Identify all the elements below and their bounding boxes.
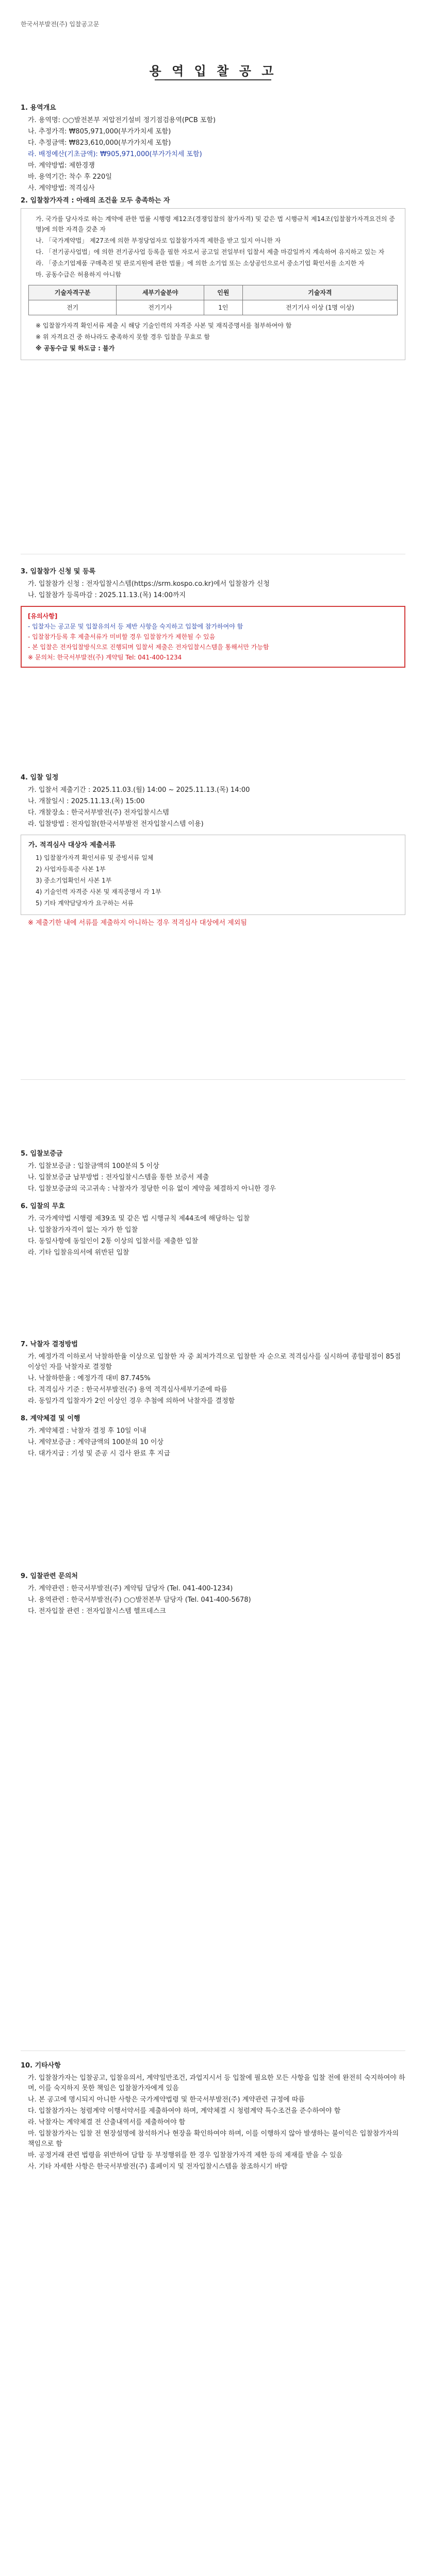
section-item: 다. 전자입찰 관련 : 전자입찰시스템 헬프데스크 [28,1607,166,1615]
section-item-highlight: 라. 배정예산(기초금액): ₩905,971,000(부가가치세 포함) [28,150,202,158]
section-item: 마. 공동수급은 허용하지 아니함 [36,271,121,278]
section-heading: 2. 입찰참가자격 : 아래의 조건을 모두 충족하는 자 [21,197,170,205]
section-heading: 4. 입찰 일정 [21,774,59,782]
section-item: 나. 입찰보증금 납부방법 : 전자입찰시스템을 통한 보증서 제출 [28,1174,209,1181]
section-item: 바. 용역기간: 착수 후 220일 [28,173,112,181]
section-item: 다. 개찰장소 : 한국서부발전(주) 전자입찰시스템 [28,809,169,817]
section-item: 마. 입찰참가자는 입찰 전 현장설명에 참석하거나 현장을 확인하여야 하며, 이를 이행하지 않아 발생하는 불이익은 입찰참가자의 책임으로 함 [28,2130,399,2148]
section-item: 가. 국가를 당사자로 하는 계약에 관한 법률 시행령 제12조(경쟁입찰의 참가자격) 및 같은 법 시행규칙 제14조(입찰참가자격요건의 증명)에 의한 자격을 갖춘 자 [36,215,395,233]
section-1 [21,103,405,195]
section-item: 나. 입찰참가 등록마감 : 2025.11.13.(목) 14:00까지 [28,591,186,599]
table-header: 인원 [204,285,243,300]
notice-line: ※ 문의처: 한국서부발전(주) 계약팀 Tel: 041-400-1234 [28,654,182,661]
section-item: 라. 기타 입찰유의서에 위반된 입찰 [28,1249,129,1257]
section-item: 다. 대가지급 : 기성 및 준공 시 검사 완료 후 지급 [28,1450,170,1458]
table-row [29,300,398,315]
section-note: ※ 공동수급 및 하도급 : 불가 [36,345,115,352]
section-item: 가. 입찰서 제출기간 : 2025.11.03.(월) 14:00 ~ 2025.11.13.(목) 14:00 [28,786,250,794]
section-heading: 7. 낙찰자 결정방법 [21,1341,78,1348]
section-item: 나. 개찰일시 : 2025.11.13.(목) 15:00 [28,798,145,805]
section-8 [21,2061,405,2173]
qualification-box [21,208,405,360]
section-4 [21,773,405,929]
section-item: 1) 입찰참가자격 확인서류 및 증빙서류 일체 [36,854,154,861]
section-item: 라. 동일가격 입찰자가 2인 이상인 경우 추첨에 의하여 낙찰자를 결정함 [28,1397,235,1405]
section-heading: 5. 입찰보증금 [21,1150,63,1158]
section-item: 나. 본 공고에 명시되지 아니한 사항은 국가계약법령 및 한국서부발전(주) 계약관련 규정에 따름 [28,2096,305,2104]
notice-line: - 본 입찰은 전자입찰방식으로 진행되며 입찰서 제출은 전자입찰시스템을 통해서만 가능함 [28,643,269,651]
document-list-box [21,835,405,915]
notice-line: - 입찰자는 공고문 및 입찰유의서 등 제반 사항을 숙지하고 입찰에 참가하여야 함 [28,623,243,630]
section-5 [21,1149,405,1259]
section-item: 가. 입찰참가 신청 : 전자입찰시스템(https://srm.kospo.co.kr)에서 입찰참가 신청 [28,580,270,588]
section-item: 다. 추정금액: ₩823,610,000(부가가치세 포함) [28,139,171,147]
page-title: 용 역 입 찰 공 고 [149,64,277,78]
table-cell: 1인 [204,300,243,315]
section-item: 가. 입찰보증금 : 입찰금액의 100분의 5 이상 [28,1162,159,1170]
section-item: 다. 입찰참가자는 청렴계약 이행서약서를 제출하여야 하며, 계약체결 시 청렴계약 특수조건을 준수하여야 함 [28,2107,341,2115]
section-item: 나. 낙찰하한율 : 예정가격 대비 87.745% [28,1375,151,1382]
section-item: 나. 계약보증금 : 계약금액의 100분의 10 이상 [28,1438,164,1446]
title-underline [155,79,271,80]
section-heading: 1. 용역개요 [21,104,56,112]
section-heading: 8. 계약체결 및 이행 [21,1415,80,1422]
section-note: ※ 입찰참가자격 확인서류 제출 시 해당 기술인력의 자격증 사본 및 재직증명서를 첨부하여야 함 [36,322,292,329]
section-item: 다. 동일사항에 동일인이 2통 이상의 입찰서를 제출한 입찰 [28,1238,199,1245]
divider [21,2050,405,2051]
divider [21,1079,405,1080]
section-note: ※ 위 자격요건 중 하나라도 충족하지 못할 경우 입찰을 무효로 함 [36,333,210,341]
section-item: 나. 입찰참가자격이 없는 자가 한 입찰 [28,1226,138,1234]
notice-title: [유의사항] [28,613,58,620]
section-heading: 6. 입찰의 무효 [21,1202,65,1210]
table-header: 기술자격구분 [29,285,117,300]
qualification-table [28,285,398,315]
section-item: 가. 계약체결 : 낙찰자 결정 후 10일 이내 [28,1427,146,1435]
table-cell: 전기기사 [117,300,204,315]
section-item: 라. 낙찰자는 계약체결 전 산출내역서를 제출하여야 함 [28,2119,186,2126]
section-6 [21,1340,405,1460]
section-item: 5) 기타 계약담당자가 요구하는 서류 [36,900,134,907]
table-cell: 전기기사 이상 (1명 이상) [242,300,397,315]
section-item: 4) 기술인력 자격증 사본 및 재직증명서 각 1부 [36,888,161,895]
subsection-heading: 가. 적격심사 대상자 제출서류 [28,841,116,849]
section-item: 가. 국가계약법 시행령 제39조 및 같은 법 시행규칙 제44조에 해당하는 입찰 [28,1215,250,1223]
section-2 [21,196,405,360]
section-item: 라. 「중소기업제품 구매촉진 및 판로지원에 관한 법률」에 의한 소기업 또는 소상공인으로서 중소기업 확인서를 소지한 자 [36,260,365,267]
section-item: 나. 「국가계약법」 제27조에 의한 부정당업자로 입찰참가자격 제한을 받고 있지 아니한 자 [36,237,281,244]
section-item: 다. 적격심사 기준 : 한국서부발전(주) 용역 적격심사세부기준에 따름 [28,1386,227,1394]
section-item: 바. 공정거래 관련 법령을 위반하여 담합 등 부정행위를 한 경우 입찰참가자격 제한 등의 제재를 받을 수 있음 [28,2151,343,2159]
section-item: 라. 입찰방법 : 전자입찰(한국서부발전 전자입찰시스템 이용) [28,820,204,828]
section-item: 3) 중소기업확인서 사본 1부 [36,877,112,884]
notice-line: - 입찰참가등록 후 제출서류가 미비할 경우 입찰참가가 제한될 수 있음 [28,633,216,640]
section-item: 2) 사업자등록증 사본 1부 [36,866,106,873]
red-note: ※ 제출기한 내에 서류를 제출하지 아니하는 경우 적격심사 대상에서 제외됨 [28,919,247,927]
section-item: 나. 용역관련 : 한국서부발전(주) ○○발전본부 담당자 (Tel. 041-400-5678) [28,1596,251,1604]
section-item: 나. 추정가격: ₩805,971,000(부가가치세 포함) [28,128,171,135]
notice-box [21,606,405,668]
section-heading: 9. 입찰관련 문의처 [21,1572,78,1580]
section-item: 사. 기타 자세한 사항은 한국서부발전(주) 홈페이지 및 전자입찰시스템을 참조하시기 바람 [28,2163,288,2171]
section-item: 가. 예정가격 이하로서 낙찰하한율 이상으로 입찰한 자 중 최저가격으로 입찰한 자 순으로 적격심사를 실시하여 종합평점이 85점 이상인 자를 낙찰자로 결정함 [28,1353,401,1371]
section-item: 가. 계약관련 : 한국서부발전(주) 계약팀 담당자 (Tel. 041-400-1234) [28,1585,233,1592]
section-heading: 10. 기타사항 [21,2062,61,2070]
header-note: 한국서부발전(주) 입찰공고문 [21,21,100,28]
section-item: 마. 계약방법: 제한경쟁 [28,162,95,170]
table-header: 기술자격 [242,285,397,300]
section-3 [21,567,405,668]
section-7 [21,1571,405,1618]
section-item: 다. 입찰보증금의 국고귀속 : 낙찰자가 정당한 이유 없이 계약을 체결하지 아니한 경우 [28,1185,276,1193]
section-item: 다. 「전기공사업법」에 의한 전기공사업 등록을 필한 자로서 공고일 전일부터 입찰서 제출 마감일까지 계속하여 유지하고 있는 자 [36,248,385,256]
table-header: 세부기술분야 [117,285,204,300]
section-heading: 3. 입찰참가 신청 및 등록 [21,568,96,575]
section-item: 가. 입찰참가자는 입찰공고, 입찰유의서, 계약일반조건, 과업지시서 등 입찰에 필요한 모든 사항을 입찰 전에 완전히 숙지하여야 하며, 이를 숙지하지 못한 책임은 입찰참가자에게 있음 [28,2074,405,2092]
table-cell: 전기 [29,300,117,315]
section-item: 가. 용역명: ○○발전본부 저압전기설비 정기점검용역(PCB 포함) [28,116,216,124]
section-item: 사. 계약방법: 적격심사 [28,184,95,192]
